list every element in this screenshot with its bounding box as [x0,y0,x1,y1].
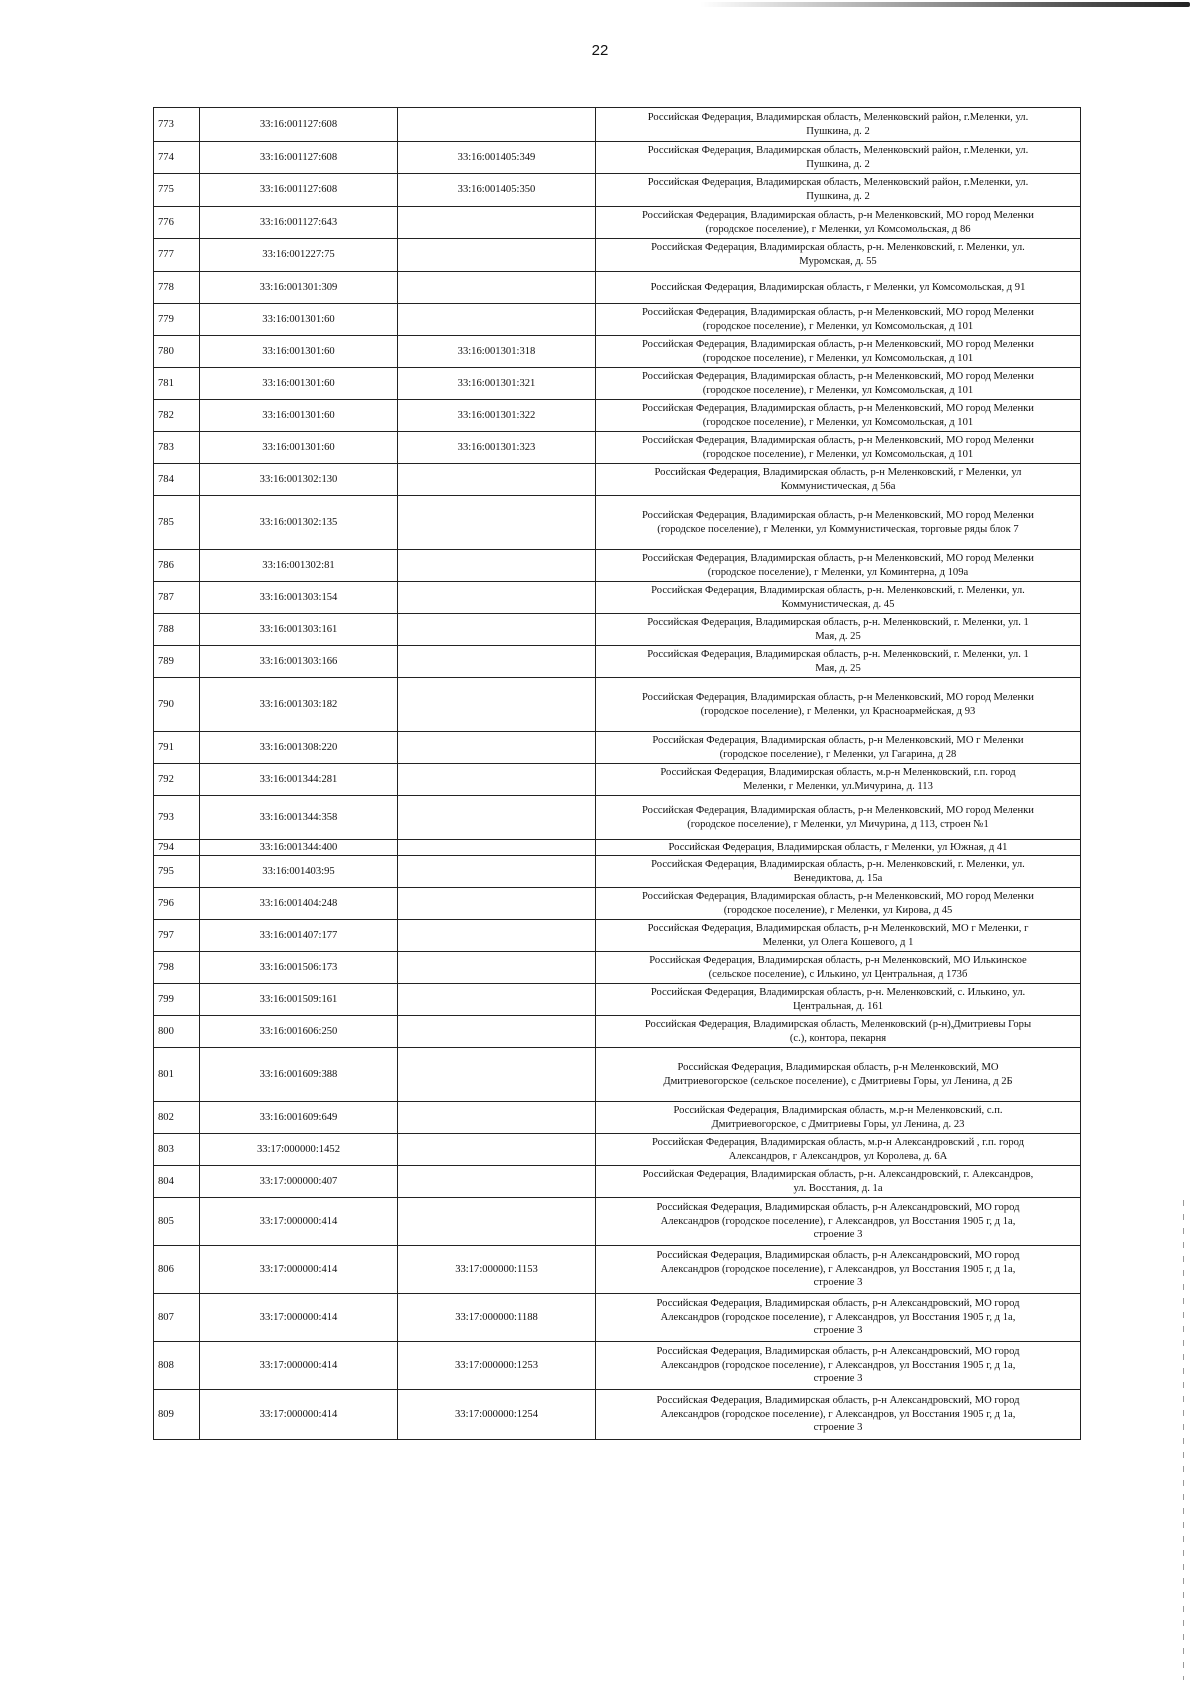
row-number: 806 [154,1246,200,1294]
address [596,432,1081,464]
address [596,856,1081,888]
address-line: Российская Федерация, Владимирская область, г Меленки, ул Комсомольская, д 91 [650,281,1026,293]
linked-cadastral-number [398,646,596,678]
table-row [154,646,1081,678]
address-line: Муромская, д. 55 [799,256,877,267]
address [596,550,1081,582]
address-line: Пушкина, д. 2 [806,158,870,170]
scan-edge-mark [700,2,1190,7]
address [596,646,1081,678]
table-row [154,174,1081,207]
cadastral-number: 33:16:001301:60 [200,400,398,432]
table-row [154,920,1081,952]
row-number: 773 [154,108,200,142]
address [596,239,1081,272]
address-line: Российская Федерация, Владимирская область, р-н Меленковский, МО город Меленки [642,691,1034,703]
linked-cadastral-number [398,272,596,304]
address-line: (городское поселение), г Меленки, ул Комсомольская, д 101 [702,384,974,396]
linked-cadastral-number [398,304,596,336]
address-line: Центральная, д. 161 [792,1000,884,1012]
cadastral-number: 33:17:000000:407 [200,1166,398,1198]
cadastral-number: 33:16:001227:75 [200,239,398,272]
table-row [154,1342,1081,1390]
linked-cadastral-number [398,952,596,984]
address [596,888,1081,920]
address [596,142,1081,174]
cadastral-number: 33:16:001609:388 [200,1048,398,1102]
address-line: Российская Федерация, Владимирская область, р-н. Меленковский, г. Меленки, ул. [651,584,1025,596]
address-line: (сельское поселение), с Илькино, ул Центральная, д 173б [708,968,968,980]
linked-cadastral-number [398,1102,596,1134]
linked-cadastral-number: 33:16:001301:321 [398,368,596,400]
linked-cadastral-number [398,108,596,142]
row-number: 791 [154,732,200,764]
linked-cadastral-number [398,840,596,856]
table-row [154,1198,1081,1246]
address-line: (городское поселение), г Меленки, ул Кирова, д 45 [723,904,953,916]
table-row [154,272,1081,304]
table-row [154,304,1081,336]
table-row [154,1294,1081,1342]
address-line: Александров (городское поселение), г Александров, ул Восстания 1905 г, д 1а, [660,1263,1016,1275]
address-line: (городское поселение), г Меленки, ул Красноармейская, д 93 [700,705,976,717]
cadastral-number: 33:16:001344:358 [200,796,398,840]
linked-cadastral-number: 33:16:001405:349 [398,142,596,174]
address-line: Российская Федерация, Владимирская область, р-н Меленковский, МО город Меленки [642,338,1034,350]
cadastral-number: 33:16:001302:135 [200,496,398,550]
table-row [154,764,1081,796]
cadastral-number: 33:16:001303:154 [200,582,398,614]
linked-cadastral-number [398,1016,596,1048]
table-row [154,550,1081,582]
table-row [154,582,1081,614]
table-row [154,1134,1081,1166]
address [596,1390,1081,1440]
row-number: 804 [154,1166,200,1198]
registry-table-body [154,108,1081,1440]
linked-cadastral-number [398,614,596,646]
address-line: Российская Федерация, Владимирская область, м.р-н Меленковский, г.п. город [660,766,1016,778]
cadastral-number: 33:17:000000:414 [200,1294,398,1342]
row-number: 776 [154,207,200,239]
address [596,1102,1081,1134]
row-number: 784 [154,464,200,496]
registry-table [153,107,1081,1440]
cadastral-number: 33:16:001404:248 [200,888,398,920]
address-line: Российская Федерация, Владимирская область, р-н Меленковский, МО город Меленки [642,306,1034,318]
row-number: 803 [154,1134,200,1166]
table-row [154,796,1081,840]
linked-cadastral-number [398,1198,596,1246]
row-number: 785 [154,496,200,550]
address [596,678,1081,732]
address-line: строение 3 [813,1277,863,1289]
address [596,1342,1081,1390]
address-line: Российская Федерация, Владимирская область, р-н Меленковский, МО город Меленки [642,804,1034,816]
address [596,984,1081,1016]
table-row [154,239,1081,272]
address-line: (городское поселение), г Меленки, ул Коминтерна, д 109а [707,566,969,578]
linked-cadastral-number: 33:17:000000:1253 [398,1342,596,1390]
address [596,272,1081,304]
address-line: Российская Федерация, Владимирская область, р-н Меленковский, МО [677,1061,999,1073]
linked-cadastral-number [398,1048,596,1102]
address-line: Меленки, ул Олега Кошевого, д 1 [762,936,914,948]
linked-cadastral-number [398,888,596,920]
address-line: Российская Федерация, Владимирская область, р-н Меленковский, МО город Меленки [642,434,1034,446]
cadastral-number: 33:16:001403:95 [200,856,398,888]
row-number: 794 [154,840,200,856]
address-line: Российская Федерация, Владимирская область, р-н. Меленковский, г. Меленки, ул. [651,242,1025,254]
address-line: Пушкина, д. 2 [806,125,870,137]
address-line: Венедиктова, д. 15а [793,872,883,884]
cadastral-number: 33:16:001301:309 [200,272,398,304]
cadastral-number: 33:16:001301:60 [200,368,398,400]
cadastral-number: 33:16:001344:281 [200,764,398,796]
table-row [154,1016,1081,1048]
cadastral-number: 33:17:000000:414 [200,1390,398,1440]
cadastral-number: 33:16:001301:60 [200,304,398,336]
linked-cadastral-number: 33:17:000000:1153 [398,1246,596,1294]
linked-cadastral-number: 33:17:000000:1188 [398,1294,596,1342]
address-line: Российская Федерация, Владимирская область, р-н. Меленковский, с. Илькино, ул. [650,986,1026,998]
address-line: (городское поселение), г Меленки, ул Коммунистическая, торговые ряды блок 7 [657,523,1019,535]
linked-cadastral-number: 33:16:001301:318 [398,336,596,368]
table-row [154,732,1081,764]
address-line: строение 3 [813,1229,863,1241]
address-line: ул. Восстания, д. 1а [793,1182,883,1194]
cadastral-number: 33:16:001509:161 [200,984,398,1016]
row-number: 775 [154,174,200,207]
linked-cadastral-number [398,1134,596,1166]
linked-cadastral-number [398,464,596,496]
address-line: Александров, г Александров, ул Королева, д. 6А [728,1150,948,1162]
linked-cadastral-number [398,856,596,888]
cadastral-number: 33:16:001303:166 [200,646,398,678]
table-row [154,368,1081,400]
row-number: 799 [154,984,200,1016]
address-line: Мая, д. 25 [815,662,861,674]
address [596,796,1081,840]
cadastral-number: 33:16:001303:161 [200,614,398,646]
linked-cadastral-number: 33:16:001301:323 [398,432,596,464]
table-row [154,1048,1081,1102]
table-row [154,840,1081,856]
address [596,1294,1081,1342]
address [596,336,1081,368]
address [596,368,1081,400]
row-number: 789 [154,646,200,678]
linked-cadastral-number [398,582,596,614]
address-line: Александров (городское поселение), г Александров, ул Восстания 1905 г, д 1а, [660,1408,1016,1420]
cadastral-number: 33:16:001302:81 [200,550,398,582]
row-number: 779 [154,304,200,336]
address-line: Российская Федерация, Владимирская область, р-н. Александровский, г. Александров, [642,1168,1034,1180]
cadastral-number: 33:17:000000:414 [200,1342,398,1390]
table-row [154,1166,1081,1198]
row-number: 793 [154,796,200,840]
address-line: Коммунистическая, д. 45 [781,598,895,610]
cadastral-number: 33:16:001407:177 [200,920,398,952]
table-row [154,888,1081,920]
table-row [154,400,1081,432]
cadastral-number: 33:16:001301:60 [200,336,398,368]
table-row [154,678,1081,732]
cadastral-number: 33:16:001127:608 [200,108,398,142]
address-line: (городское поселение), г Меленки, ул Комсомольская, д 101 [702,320,974,332]
row-number: 787 [154,582,200,614]
address-line: Российская Федерация, Владимирская область, р-н. Меленковский, г. Меленки, ул. 1 [647,616,1029,628]
address-line: (городское поселение), г Меленки, ул Мичурина, д 113, строен №1 [687,818,989,830]
linked-cadastral-number [398,1166,596,1198]
address-line: Российская Федерация, Владимирская область, р-н Меленковский, МО город Меленки [642,552,1034,564]
address [596,732,1081,764]
address-line: Российская Федерация, Владимирская область, р-н Меленковский, МО город Меленки [642,370,1034,382]
address-line: Российская Федерация, Владимирская область, р-н Александровский, МО город [656,1201,1020,1213]
cadastral-number: 33:16:001127:608 [200,142,398,174]
address [596,496,1081,550]
cadastral-number: 33:17:000000:414 [200,1198,398,1246]
address-line: (городское поселение), г Меленки, ул Комсомольская, д 86 [705,223,971,235]
address [596,920,1081,952]
table-row [154,496,1081,550]
address [596,840,1081,856]
address [596,582,1081,614]
address-line: (городское поселение), г Меленки, ул Гагарина, д 28 [719,748,957,760]
row-number: 783 [154,432,200,464]
address [596,174,1081,207]
row-number: 802 [154,1102,200,1134]
linked-cadastral-number: 33:16:001301:322 [398,400,596,432]
address-line: Российская Федерация, Владимирская область, р-н Александровский, МО город [656,1297,1020,1309]
address-line: Дмитриевогорское, с Дмитриевы Горы, ул Ленина, д. 23 [711,1118,965,1130]
address-line: Коммунистическая, д 56а [780,480,896,492]
linked-cadastral-number [398,207,596,239]
address-line: Мая, д. 25 [815,630,861,642]
table-row [154,464,1081,496]
address-line: строение 3 [813,1325,863,1337]
address [596,1198,1081,1246]
row-number: 781 [154,368,200,400]
address-line: Пушкина, д. 2 [806,191,870,202]
address-line: Российская Федерация, Владимирская область, р-н Меленковский, г Меленки, ул [654,466,1022,478]
linked-cadastral-number [398,678,596,732]
address-line: Российская Федерация, Владимирская область, р-н Меленковский, МО город Меленки [642,890,1034,902]
address-line: (городское поселение), г Меленки, ул Комсомольская, д 101 [702,352,974,364]
address-line: Российская Федерация, Владимирская область, г Меленки, ул Южная, д 41 [668,841,1008,853]
address [596,952,1081,984]
row-number: 807 [154,1294,200,1342]
table-row [154,856,1081,888]
row-number: 801 [154,1048,200,1102]
linked-cadastral-number [398,984,596,1016]
table-row [154,1102,1081,1134]
cadastral-number: 33:16:001127:643 [200,207,398,239]
table-row [154,432,1081,464]
linked-cadastral-number [398,239,596,272]
row-number: 777 [154,239,200,272]
linked-cadastral-number: 33:17:000000:1254 [398,1390,596,1440]
row-number: 797 [154,920,200,952]
page-number: 22 [591,42,609,59]
linked-cadastral-number [398,920,596,952]
address [596,1048,1081,1102]
cadastral-number: 33:16:001609:649 [200,1102,398,1134]
row-number: 809 [154,1390,200,1440]
cadastral-number: 33:16:001506:173 [200,952,398,984]
row-number: 790 [154,678,200,732]
address-line: Российская Федерация, Владимирская область, р-н Меленковский, МО город Меленки [642,209,1034,221]
address-line: строение 3 [813,1422,863,1434]
table-row [154,614,1081,646]
linked-cadastral-number [398,796,596,840]
row-number: 788 [154,614,200,646]
row-number: 782 [154,400,200,432]
address-line: Дмитриевогорское (сельское поселение), с Дмитриевы Горы, ул Ленина, д 2Б [663,1075,1013,1087]
address-line: Российская Федерация, Владимирская область, р-н Александровский, МО город [656,1394,1020,1406]
cadastral-number: 33:16:001301:60 [200,432,398,464]
table-row [154,952,1081,984]
linked-cadastral-number [398,764,596,796]
cadastral-number: 33:16:001127:608 [200,174,398,207]
address-line: Александров (городское поселение), г Александров, ул Восстания 1905 г, д 1а, [660,1215,1016,1227]
address [596,1246,1081,1294]
address [596,464,1081,496]
address-line: Российская Федерация, Владимирская область, Меленковский район, г.Меленки, ул. [647,177,1029,189]
cadastral-number: 33:17:000000:414 [200,1246,398,1294]
address [596,1134,1081,1166]
linked-cadastral-number: 33:16:001405:350 [398,174,596,207]
row-number: 798 [154,952,200,984]
table-row [154,1246,1081,1294]
table-row [154,207,1081,239]
table-row [154,1390,1081,1440]
address-line: Российская Федерация, Владимирская область, р-н Меленковский, МО город Меленки [642,509,1034,521]
address-line: Российская Федерация, Владимирская область, Меленковский (р-н),Дмитриевы Горы [644,1018,1032,1030]
row-number: 792 [154,764,200,796]
scan-margin-mark [1183,1200,1184,1680]
address-line: Российская Федерация, Владимирская область, р-н. Меленковский, г. Меленки, ул. [651,858,1025,870]
table-row [154,984,1081,1016]
address [596,108,1081,142]
address-line: (городское поселение), г Меленки, ул Комсомольская, д 101 [702,416,974,428]
cadastral-number: 33:17:000000:1452 [200,1134,398,1166]
cadastral-number: 33:16:001302:130 [200,464,398,496]
address-line: Александров (городское поселение), г Александров, ул Восстания 1905 г, д 1а, [660,1311,1016,1323]
table-row [154,142,1081,174]
row-number: 795 [154,856,200,888]
row-number: 808 [154,1342,200,1390]
address-line: Российская Федерация, Владимирская область, р-н Александровский, МО город [656,1249,1020,1261]
cadastral-number: 33:16:001308:220 [200,732,398,764]
address-line: строение 3 [813,1373,863,1385]
address-line: Российская Федерация, Владимирская область, Меленковский район, г.Меленки, ул. [647,144,1029,156]
address-line: Российская Федерация, Владимирская область, Меленковский район, г.Меленки, ул. [647,111,1029,123]
address-line: (городское поселение), г Меленки, ул Комсомольская, д 101 [702,448,974,460]
address-line: (с.), контора, пекарня [789,1032,887,1044]
address-line: Российская Федерация, Владимирская область, р-н Меленковский, МО г Меленки [652,734,1024,746]
address-line: Российская Федерация, Владимирская область, м.р-н Меленковский, с.п. [673,1104,1003,1116]
linked-cadastral-number [398,732,596,764]
row-number: 805 [154,1198,200,1246]
address-line: Российская Федерация, Владимирская область, м.р-н Александровский , г.п. город [651,1136,1025,1148]
address [596,1166,1081,1198]
address [596,400,1081,432]
address-line: Российская Федерация, Владимирская область, р-н Меленковский, МО город Меленки [642,402,1034,414]
address [596,764,1081,796]
row-number: 796 [154,888,200,920]
address [596,304,1081,336]
address-line: Российская Федерация, Владимирская область, р-н Александровский, МО город [656,1345,1020,1357]
cadastral-number: 33:16:001303:182 [200,678,398,732]
linked-cadastral-number [398,550,596,582]
row-number: 786 [154,550,200,582]
address-line: Российская Федерация, Владимирская область, р-н Меленковский, МО г Меленки, г [647,922,1029,934]
address [596,614,1081,646]
linked-cadastral-number [398,496,596,550]
address-line: Российская Федерация, Владимирская область, р-н. Меленковский, г. Меленки, ул. 1 [647,648,1029,660]
address-line: Меленки, г Меленки, ул.Мичурина, д. 113 [743,780,933,792]
cadastral-number: 33:16:001606:250 [200,1016,398,1048]
address [596,1016,1081,1048]
address [596,207,1081,239]
address-line: Александров (городское поселение), г Александров, ул Восстания 1905 г, д 1а, [660,1359,1016,1371]
address-line: Российская Федерация, Владимирская область, р-н Меленковский, МО Илькинское [649,954,1027,966]
table-row [154,336,1081,368]
cadastral-number: 33:16:001344:400 [200,840,398,856]
row-number: 800 [154,1016,200,1048]
row-number: 774 [154,142,200,174]
table-row [154,108,1081,142]
row-number: 780 [154,336,200,368]
row-number: 778 [154,272,200,304]
